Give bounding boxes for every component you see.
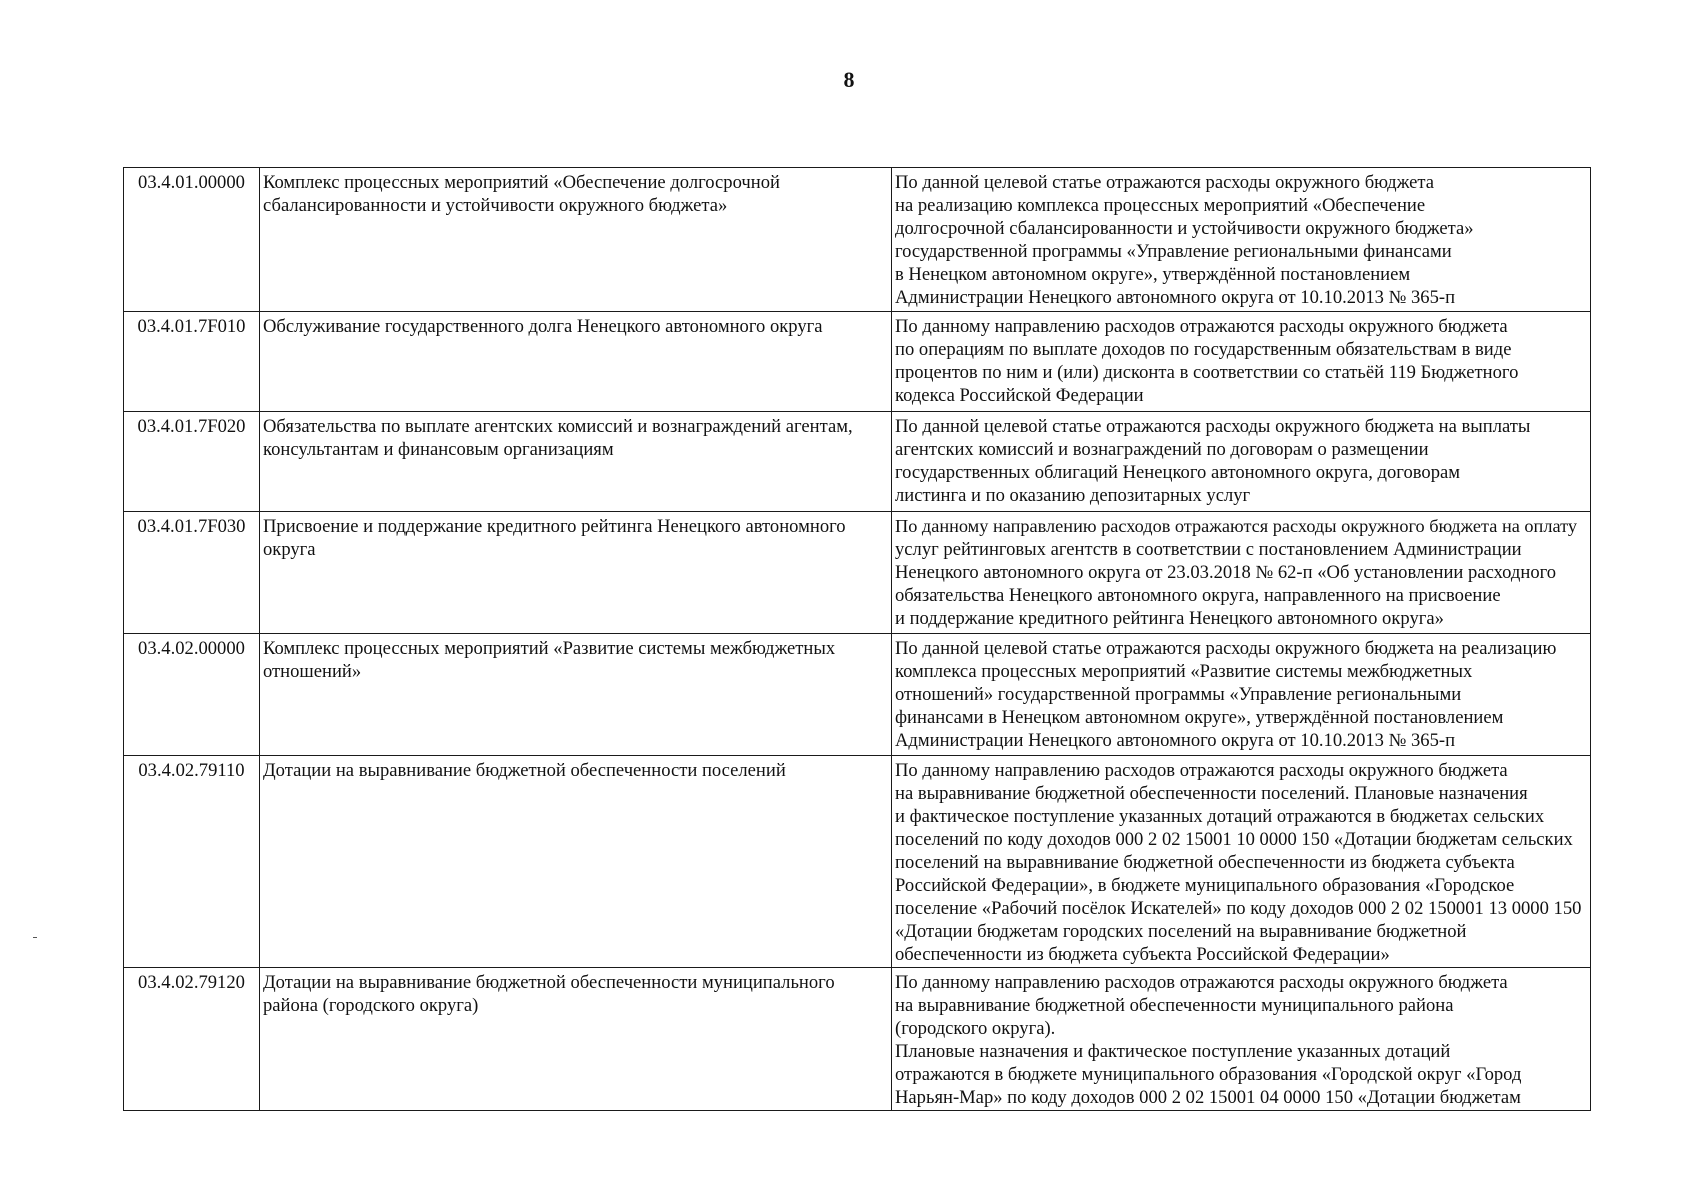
- table-row: [124, 412, 1591, 512]
- row-name: Обслуживание государственного долга Ненецкого автономного округа: [260, 312, 892, 412]
- scan-mark: [33, 937, 37, 938]
- row-name: Комплекс процессных мероприятий «Развитие системы межбюджетных отношений»: [260, 634, 892, 756]
- description-line: на выравнивание бюджетной обеспеченности муниципального района: [895, 995, 1454, 1016]
- row-name: Дотации на выравнивание бюджетной обеспеченности муниципального района (городского округа): [260, 968, 892, 1111]
- description-line: По данному направлению расходов отражаются расходы окружного бюджета: [895, 316, 1508, 337]
- description-line: агентских комиссий и вознаграждений по договорам о размещении: [895, 439, 1429, 460]
- description-line: Российской Федерации», в бюджете муниципального образования «Городское: [895, 875, 1515, 896]
- description-line: на выравнивание бюджетной обеспеченности поселений. Плановые назначения: [895, 783, 1528, 804]
- description-line: и фактическое поступление указанных дотаций отражаются в бюджетах сельских: [895, 806, 1545, 827]
- table-row: [124, 512, 1591, 634]
- description-line: листинга и по оказанию депозитарных услуг: [895, 485, 1251, 506]
- description-line: поселение «Рабочий посёлок Искателей» по коду доходов 000 2 02 150001 13 0000 150: [895, 898, 1582, 919]
- row-description: [892, 412, 1591, 512]
- row-description: [892, 512, 1591, 634]
- row-code: 03.4.01.7F020: [124, 412, 260, 512]
- description-line: Плановые назначения и фактическое поступление указанных дотаций: [895, 1041, 1451, 1062]
- description-line: долгосрочной сбалансированности и устойчивости окружного бюджета»: [895, 218, 1474, 239]
- description-line: По данному направлению расходов отражаются расходы окружного бюджета: [895, 760, 1508, 781]
- description-line: Нарьян-Мар» по коду доходов 000 2 02 15001 04 0000 150 «Дотации бюджетам: [895, 1087, 1521, 1108]
- row-description: [892, 756, 1591, 968]
- description-line: «Дотации бюджетам городских поселений на выравнивание бюджетной: [895, 921, 1467, 942]
- description-line: Администрации Ненецкого автономного округа от 10.10.2013 № 365-п: [895, 287, 1456, 308]
- description-line: По данной целевой статье отражаются расходы окружного бюджета на реализацию: [895, 638, 1557, 659]
- description-line: отношений» государственной программы «Управление региональными: [895, 684, 1462, 705]
- description-line: комплекса процессных мероприятий «Развитие системы межбюджетных: [895, 661, 1473, 682]
- row-code: 03.4.01.7F030: [124, 512, 260, 634]
- description-line: государственных облигаций Ненецкого автономного округа, договорам: [895, 462, 1461, 483]
- description-line: По данному направлению расходов отражаются расходы окружного бюджета на оплату: [895, 516, 1577, 536]
- row-name: Дотации на выравнивание бюджетной обеспеченности поселений: [260, 756, 892, 968]
- table-row: [124, 968, 1591, 1111]
- description-line: обязательства Ненецкого автономного округа, направленного на присвоение: [895, 585, 1501, 606]
- description-line: и поддержание кредитного рейтинга Ненецкого автономного округа»: [895, 608, 1444, 629]
- table-row: [124, 168, 1591, 312]
- description-line: на реализацию комплекса процессных мероприятий «Обеспечение: [895, 195, 1426, 216]
- description-line: обеспеченности из бюджета субъекта Российской Федерации»: [895, 944, 1390, 965]
- description-line: По данной целевой статье отражаются расходы окружного бюджета: [895, 172, 1435, 193]
- row-code: 03.4.02.79110: [124, 756, 260, 968]
- description-line: поселений по коду доходов 000 2 02 15001 10 0000 150 «Дотации бюджетам сельских: [895, 829, 1573, 850]
- description-line: По данной целевой статье отражаются расходы окружного бюджета на выплаты: [895, 416, 1531, 437]
- table-row: [124, 634, 1591, 756]
- row-code: 03.4.02.79120: [124, 968, 260, 1111]
- row-description: [892, 312, 1591, 412]
- description-line: (городского округа).: [895, 1018, 1056, 1039]
- row-code: 03.4.01.00000: [124, 168, 260, 312]
- description-line: услуг рейтинговых агентств в соответствии с постановлением Администрации: [895, 539, 1522, 560]
- description-line: Администрации Ненецкого автономного округа от 10.10.2013 № 365-п: [895, 730, 1456, 751]
- row-code: 03.4.02.00000: [124, 634, 260, 756]
- description-line: кодекса Российской Федерации: [895, 385, 1144, 406]
- description-line: государственной программы «Управление региональными финансами: [895, 241, 1452, 262]
- row-name: Комплекс процессных мероприятий «Обеспечение долгосрочной сбалансированности и устойчивости окружного бюджета»: [260, 168, 892, 312]
- table-body: [124, 168, 1591, 1111]
- description-line: поселений на выравнивание бюджетной обеспеченности из бюджета субъекта: [895, 852, 1515, 873]
- description-line: По данному направлению расходов отражаются расходы окружного бюджета: [895, 972, 1508, 993]
- row-name: Присвоение и поддержание кредитного рейтинга Ненецкого автономного округа: [260, 512, 892, 634]
- row-description: [892, 168, 1591, 312]
- budget-classification-table: [123, 167, 1591, 1111]
- row-description: [892, 968, 1591, 1111]
- row-code: 03.4.01.7F010: [124, 312, 260, 412]
- description-line: процентов по ним и (или) дисконта в соответствии со статьёй 119 Бюджетного: [895, 362, 1519, 383]
- description-line: в Ненецком автономном округе», утверждённой постановлением: [895, 264, 1411, 285]
- description-line: Ненецкого автономного округа от 23.03.2018 № 62-п «Об установлении расходного: [895, 562, 1557, 583]
- description-line: по операциям по выплате доходов по государственным обязательствам в виде: [895, 339, 1512, 360]
- row-description: [892, 634, 1591, 756]
- row-name: Обязательства по выплате агентских комиссий и вознаграждений агентам, консультантам и финансовым организациям: [260, 412, 892, 512]
- table-row: [124, 756, 1591, 968]
- table-row: [124, 312, 1591, 412]
- page-number: 8: [843, 67, 855, 92]
- description-line: отражаются в бюджете муниципального образования «Городской округ «Город: [895, 1064, 1522, 1085]
- description-line: финансами в Ненецком автономном округе», утверждённой постановлением: [895, 707, 1504, 728]
